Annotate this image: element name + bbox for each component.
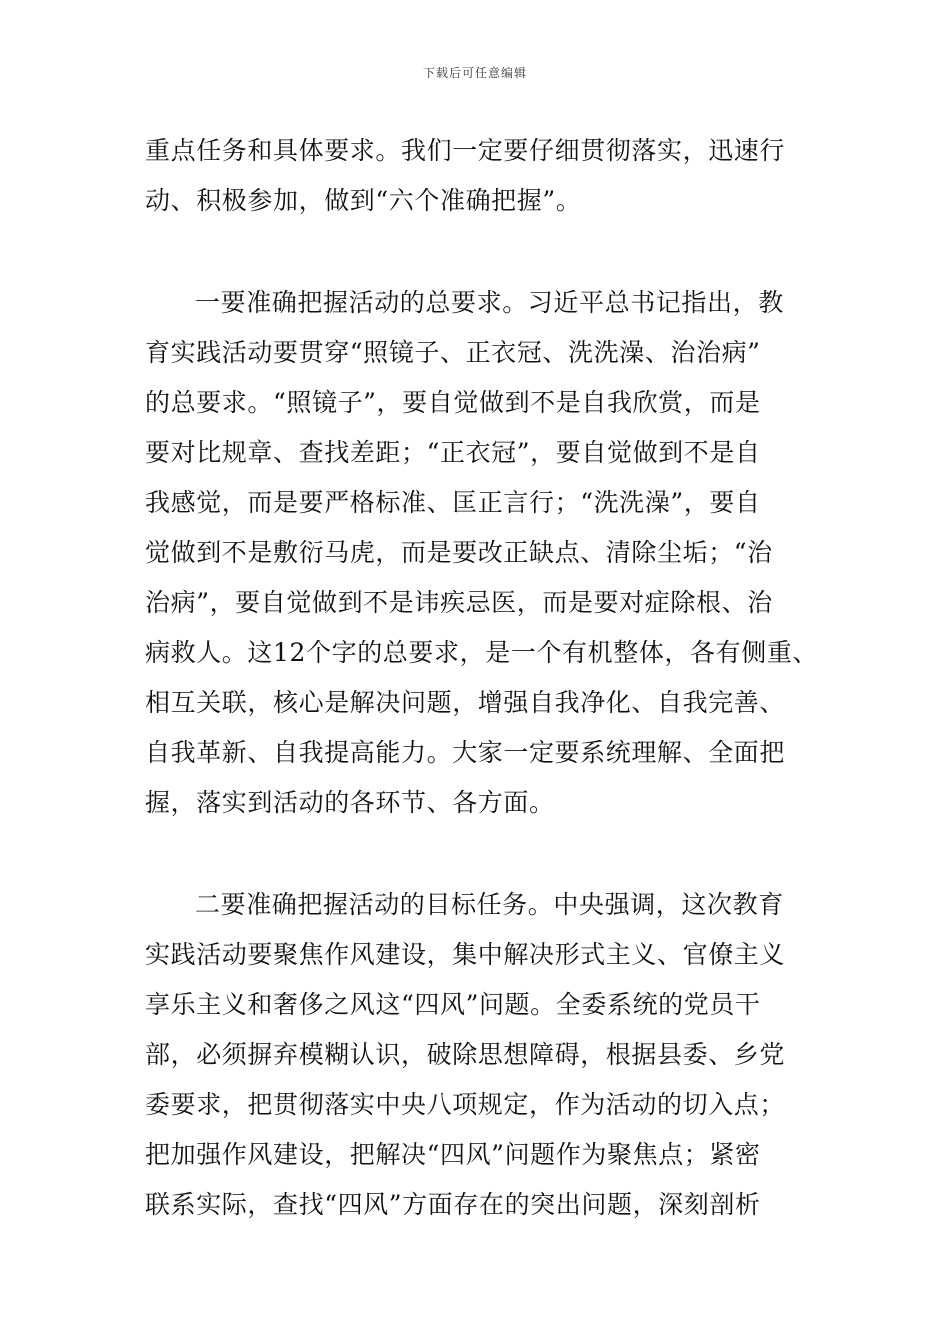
text-line: 动、积极参加，做到“六个准确把握”。 (145, 186, 582, 215)
paragraph-3 (145, 880, 825, 1230)
text-line: 我感觉，而是要严格标准、匡正言行；“洗洗澡”，要自 (145, 488, 761, 517)
text-line: 享乐主义和奢侈之风这“四风”问题。全委系统的党员干 (145, 990, 761, 1019)
text-line: 联系实际，查找“四风”方面存在的突出问题，深刻剖析 (145, 1190, 761, 1219)
text-line: 的总要求。“照镜子”，要自觉做到不是自我欣赏，而是 (145, 388, 761, 417)
paragraph-gap (145, 828, 825, 880)
text-line: 育实践活动要贯穿“照镜子、正衣冠、洗洗澡、治治病” (145, 338, 761, 367)
text-line: 相互关联，核心是解决问题，增强自我净化、自我完善、 (145, 688, 786, 717)
document-body (145, 126, 825, 1230)
text-line: 把加强作风建设，把解决“四风”问题作为聚焦点；紧密 (145, 1140, 761, 1169)
paragraph-2 (145, 278, 825, 828)
text-line: 实践活动要聚焦作风建设，集中解决形式主义、官僚主义 (145, 940, 786, 969)
text-line: 二要准确把握活动的目标任务。中央强调，这次教育 (195, 890, 784, 919)
text-line: 病救人。这12个字的总要求，是一个有机整体，各有侧重、 (145, 638, 819, 667)
paragraph-1 (145, 126, 825, 226)
page-header: 下载后可任意编辑 (422, 66, 527, 80)
text-line: 部，必须摒弃模糊认识，破除思想障碍，根据县委、乡党 (145, 1040, 786, 1069)
text-line: 重点任务和具体要求。我们一定要仔细贯彻落实，迅速行 (145, 136, 786, 165)
paragraph-gap (145, 226, 825, 278)
text-line: 委要求，把贯彻落实中央八项规定，作为活动的切入点； (145, 1090, 786, 1119)
text-line: 一要准确把握活动的总要求。习近平总书记指出，教 (195, 288, 784, 317)
text-line: 觉做到不是敷衍马虎，而是要改正缺点、清除尘垢；“治 (145, 538, 773, 567)
text-line: 治病”，要自觉做到不是讳疾忌医，而是要对症除根、治 (145, 588, 773, 617)
text-line: 握，落实到活动的各环节、各方面。 (145, 788, 555, 817)
text-line: 要对比规章、查找差距；“正衣冠”，要自觉做到不是自 (145, 438, 761, 467)
text-line: 自我革新、自我提高能力。大家一定要系统理解、全面把 (145, 738, 786, 767)
